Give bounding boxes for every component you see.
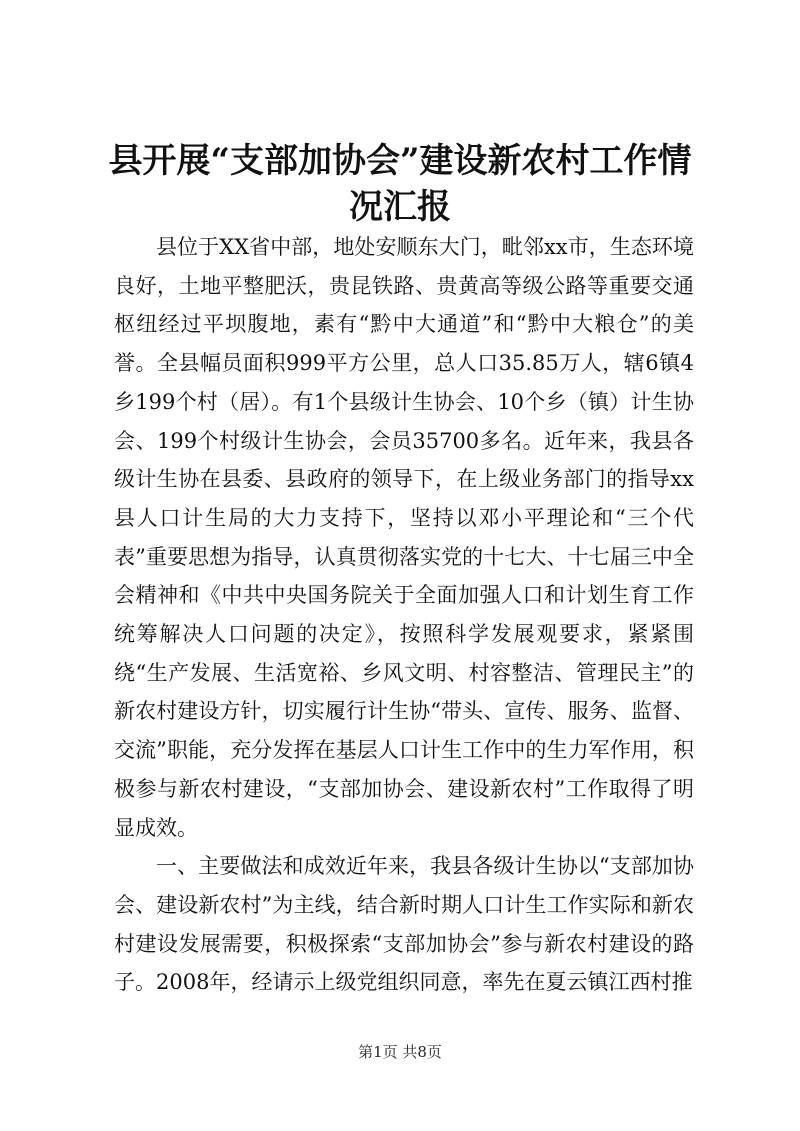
document-title: 县开展“支部加协会”建设新农村工作情况汇报 bbox=[108, 141, 692, 227]
page-footer: 第1页 共8页 bbox=[358, 1043, 442, 1061]
paragraph-section-one: 一、主要做法和成效近年来，我县各级计生协以“支部加协会、建设新农村”为主线，结合新时期人口计生工作实际和新农村建设发展需要，积极探索“支部加协会”参与新农村建设的路子。2008年，经请示上级党组织同意，率先在夏云镇江西村推 bbox=[114, 854, 694, 995]
paragraph-intro: 县位于XX省中部，地处安顺东大门，毗邻xx市，生态环境良好，土地平整肥沃，贵昆铁路、贵黄高等级公路等重要交通枢纽经过平坝腹地，素有“黔中大通道”和“黔中大粮仓”的美誉。全县幅员面积999平方公里，总人口35.85万人，辖6镇4乡199个村（居）。有1个县级计生协会、10个乡（镇）计生协会、199个村级计生协会，会员35700多名。近年来，我县各级计生协在县委、县政府的领导下，在上级业务部门的指导xx县人口计生局的大力支持下，坚持以邓小平理论和“三个代表”重要思想为指导，认真贯彻落实党的十七大、十七届三中全会精神和《中共中央国务院关于全面加强人口和计划生育工作统筹解决人口问题的决定》，按照科学发展观要求，紧紧围绕“生产发展、生活宽裕、乡风文明、村容整洁、管理民主”的新农村建设方针，切实履行计生协“带头、宣传、服务、监督、交流”职能，充分发挥在基层人口计生工作中的生力军作用，积极参与新农村建设，“支部加协会、建设新农村”工作取得了明显成效。 bbox=[114, 235, 694, 840]
document-body bbox=[114, 228, 694, 1002]
